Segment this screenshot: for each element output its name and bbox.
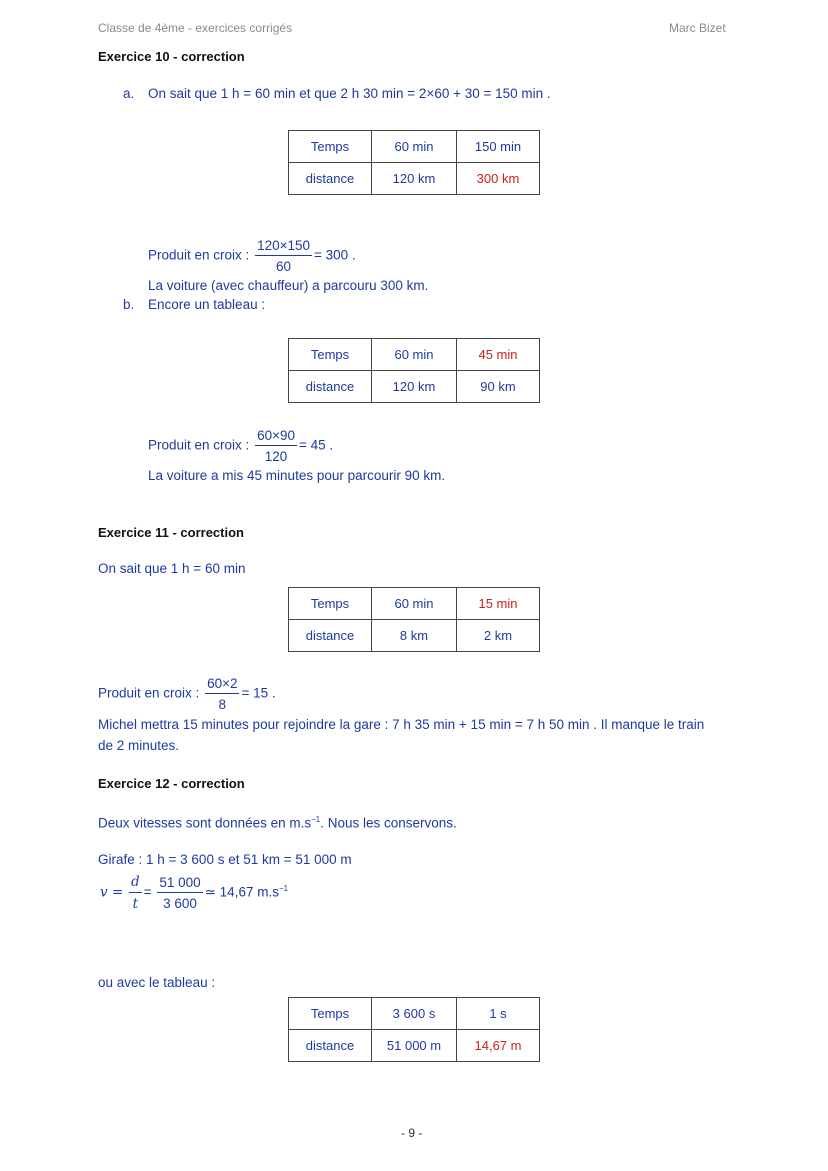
table-cell: 8 km	[372, 620, 457, 652]
table-row	[289, 371, 540, 403]
header-right: Marc Bizet	[669, 21, 726, 35]
prod-result: = 300 .	[314, 247, 356, 263]
prod-result: = 15 .	[241, 685, 276, 701]
ex10-title: Exercice 10 - correction	[98, 49, 245, 64]
ex12-title: Exercice 12 - correction	[98, 776, 245, 791]
table-cell: 90 km	[457, 371, 540, 403]
table-cell: 60 min	[372, 339, 457, 371]
ex10-a-text: On sait que 1 h = 60 min et que 2 h 30 min = 2×60 + 30 = 150 min .	[148, 86, 551, 101]
ex10-prod1	[148, 238, 356, 274]
fraction-d-over-t	[129, 874, 142, 912]
table-cell: distance	[289, 163, 372, 195]
fraction-numerator: 60×90	[255, 428, 297, 446]
table-cell: Temps	[289, 339, 372, 371]
prod-label: Produit en croix :	[148, 247, 250, 263]
table-row	[289, 588, 540, 620]
fraction	[205, 676, 239, 712]
table-cell: 60 min	[372, 131, 457, 163]
table-cell: 120 km	[372, 163, 457, 195]
fraction	[157, 875, 202, 911]
table-cell: 300 km	[457, 163, 540, 195]
fraction	[255, 238, 312, 274]
ex12-girafe: Girafe : 1 h = 3 600 s et 51 km = 51 000 m	[98, 852, 352, 867]
table-cell: 2 km	[457, 620, 540, 652]
speed-result: ≃ 14,67 m.s	[204, 884, 279, 900]
ex10-b-text: Encore un tableau :	[148, 297, 266, 312]
ex11-intro: On sait que 1 h = 60 min	[98, 561, 246, 576]
table-cell: 45 min	[457, 339, 540, 371]
table-cell: distance	[289, 620, 372, 652]
page-number: - 9 -	[401, 1126, 423, 1140]
ex12-intro	[98, 815, 457, 831]
table-cell: 14,67 m	[457, 1030, 540, 1062]
table-cell: Temps	[289, 998, 372, 1030]
fraction-numerator: 120×150	[255, 238, 312, 256]
table-row	[289, 1030, 540, 1062]
fraction	[255, 428, 297, 464]
table-cell: 3 600 s	[372, 998, 457, 1030]
table-cell: Temps	[289, 588, 372, 620]
fraction-denominator: 8	[218, 697, 227, 712]
prod-label: Produit en croix :	[98, 685, 200, 701]
ex11-table	[288, 587, 540, 652]
table-row	[289, 620, 540, 652]
table-row	[289, 998, 540, 1030]
intro-text-end: . Nous les conservons.	[320, 815, 457, 831]
table-row	[289, 131, 540, 163]
table-cell: Temps	[289, 131, 372, 163]
ex11-line-1: Michel mettra 15 minutes pour rejoindre la gare : 7 h 35 min + 15 min = 7 h 50 min . Il manque le train	[98, 717, 705, 732]
ex10-table-1	[288, 130, 540, 195]
fraction-numerator: 60×2	[205, 676, 239, 694]
fraction-denominator: 120	[264, 449, 288, 464]
ex10-conclusion-b: La voiture a mis 45 minutes pour parcourir 90 km.	[148, 468, 446, 483]
equals-sign: =	[143, 884, 152, 900]
fraction-numerator: d	[129, 874, 142, 893]
table-cell: distance	[289, 1030, 372, 1062]
fraction-numerator: 51 000	[157, 875, 202, 893]
table-cell: 60 min	[372, 588, 457, 620]
table-cell: 51 000 m	[372, 1030, 457, 1062]
prod-result: = 45 .	[298, 437, 334, 453]
table-row	[289, 339, 540, 371]
ex10-table-2	[288, 338, 540, 403]
table-cell: 15 min	[457, 588, 540, 620]
intro-text: Deux vitesses sont données en m.s	[98, 815, 312, 831]
ex12-table	[288, 997, 540, 1062]
ex10-prod2	[148, 428, 333, 464]
superscript: −1	[311, 815, 321, 824]
table-row	[289, 163, 540, 195]
table-cell: 120 km	[372, 371, 457, 403]
ex11-prod	[98, 676, 276, 712]
superscript: −1	[278, 884, 289, 894]
ex11-title: Exercice 11 - correction	[98, 525, 244, 540]
ex10-b-label: b.	[123, 297, 135, 312]
ex10-a-label: a.	[123, 86, 135, 101]
header-left: Classe de 4ème - exercices corrigés	[98, 21, 293, 35]
fraction-denominator: 60	[276, 259, 292, 274]
ex10-conclusion-a: La voiture (avec chauffeur) a parcouru 300 km.	[148, 278, 429, 293]
table-cell: 1 s	[457, 998, 540, 1030]
ex12-speed-formula	[100, 874, 288, 912]
table-cell: distance	[289, 371, 372, 403]
prod-label: Produit en croix :	[148, 437, 250, 453]
v-label: v =	[100, 884, 124, 901]
fraction-denominator: 3 600	[163, 896, 197, 911]
ex11-line-2: de 2 minutes.	[98, 738, 180, 753]
table-cell: 150 min	[457, 131, 540, 163]
fraction-denominator: t	[132, 896, 139, 912]
ex12-tableau-text: ou avec le tableau :	[98, 975, 216, 990]
